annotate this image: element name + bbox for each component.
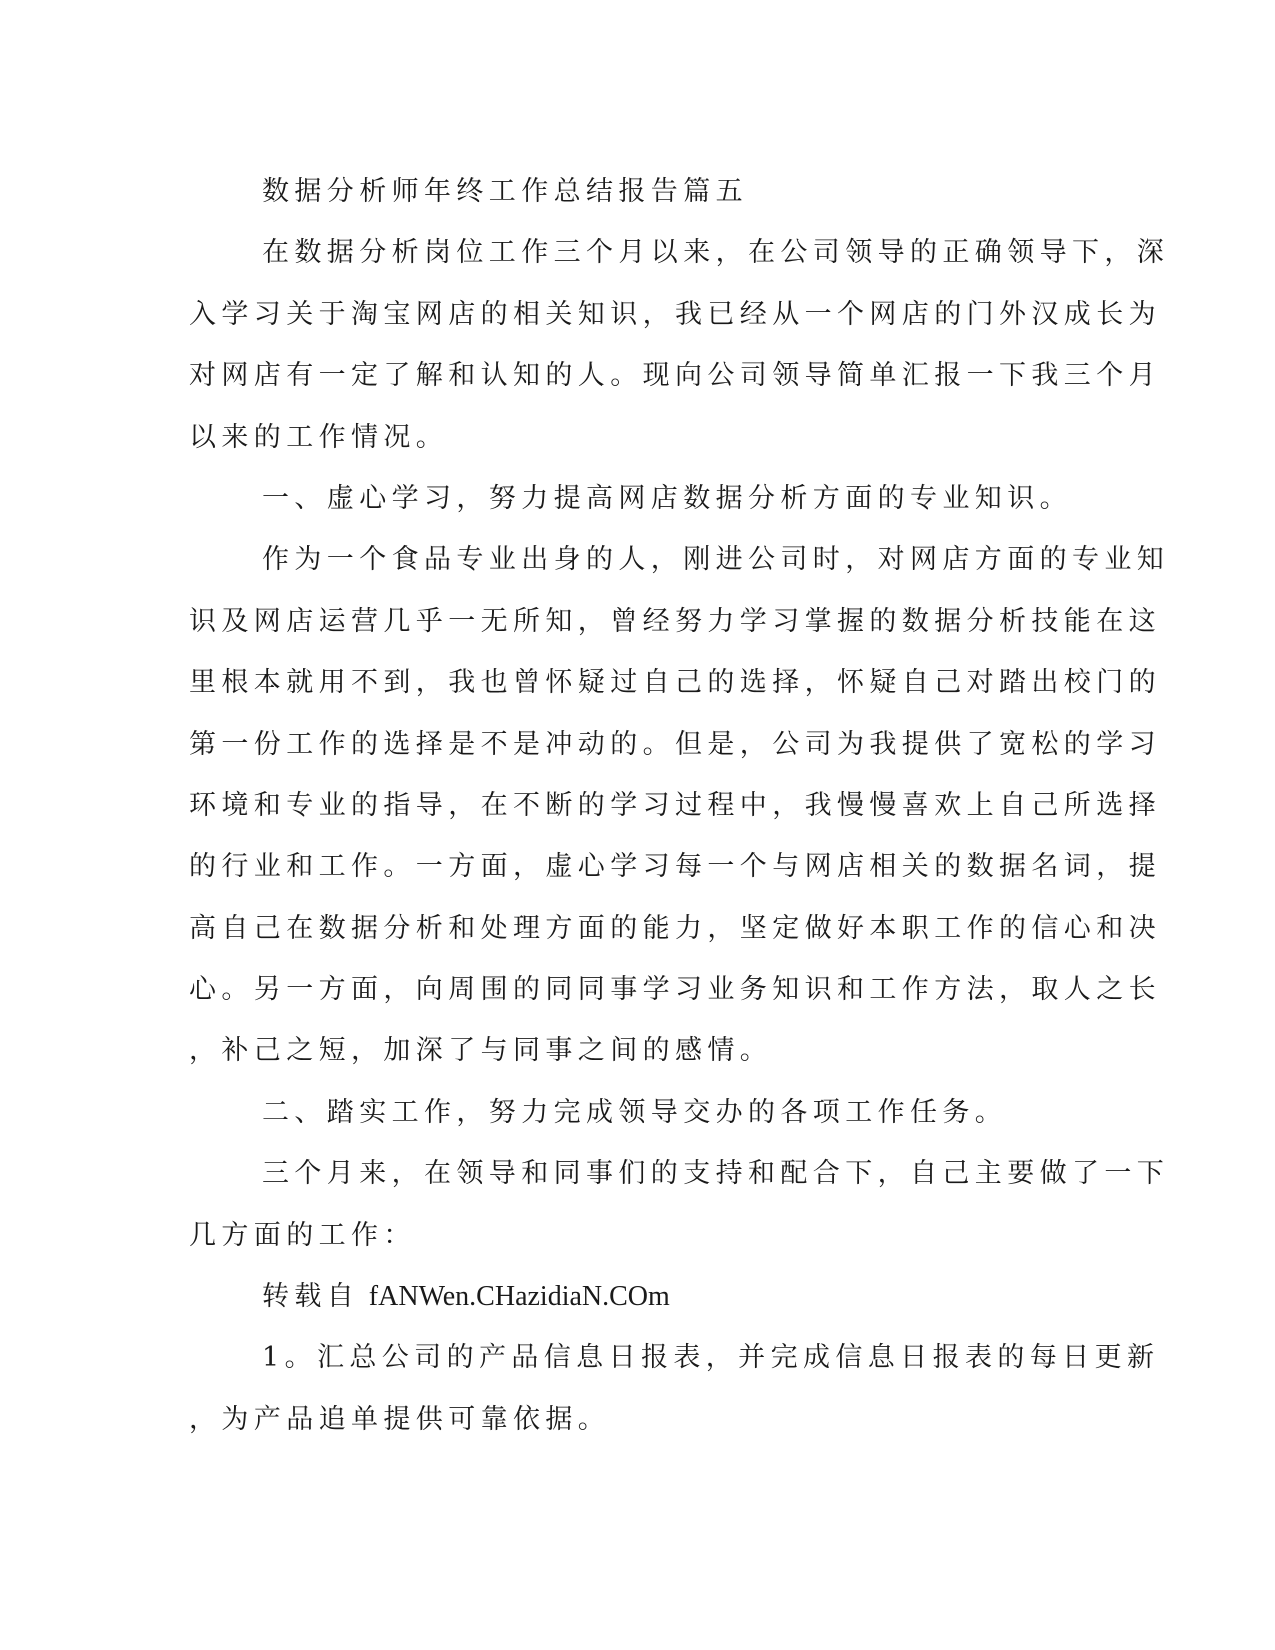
source-line — [189, 1266, 1087, 1327]
paragraph-line: 作为一个食品专业出身的人，刚进公司时，对网店方面的专业知 — [262, 544, 1170, 576]
paragraph-line: 高自己在数据分析和处理方面的能力，坚定做好本职工作的信心和决 — [189, 912, 1161, 944]
paragraph-line: ，为产品追单提供可靠依据。 — [189, 1403, 611, 1435]
paragraph-line: 以来的工作情况。 — [189, 421, 449, 453]
paragraph-line: 环境和专业的指导，在不断的学习过程中，我慢慢喜欢上自己所选择 — [189, 789, 1161, 821]
paragraph-line: 里根本就用不到，我也曾怀疑过自己的选择，怀疑自己对踏出校门的 — [189, 667, 1161, 699]
paragraph-line: 1。汇总公司的产品信息日报表，并完成信息日报表的每日更新 — [262, 1342, 1160, 1374]
section-heading: 二、踏实工作，努力完成领导交办的各项工作任务。 — [262, 1096, 1008, 1128]
paragraph-line: 第一份工作的选择是不是冲动的。但是，公司为我提供了宽松的学习 — [189, 728, 1161, 760]
source-label: 转载自 — [262, 1281, 360, 1313]
section-heading: 一、虚心学习，努力提高网店数据分析方面的专业知识。 — [262, 482, 1072, 514]
paragraph-line: ，补己之短，加深了与同事之间的感情。 — [189, 1035, 773, 1067]
paragraph-line: 几方面的工作： — [189, 1219, 416, 1251]
paragraph-line: 的行业和工作。一方面，虚心学习每一个与网店相关的数据名词，提 — [189, 851, 1161, 883]
paragraph-line: 三个月来，在领导和同事们的支持和配合下，自己主要做了一下 — [262, 1158, 1170, 1190]
paragraph-line: 对网店有一定了解和认知的人。现向公司领导简单汇报一下我三个月 — [189, 360, 1161, 392]
paragraph-line: 识及网店运营几乎一无所知，曾经努力学习掌握的数据分析技能在这 — [189, 605, 1161, 637]
paragraph-line: 在数据分析岗位工作三个月以来，在公司领导的正确领导下，深 — [262, 237, 1170, 269]
source-url: fANWen.CHazidiaN.COm — [368, 1281, 670, 1313]
paragraph-line: 心。另一方面，向周围的同同事学习业务知识和工作方法，取人之长 — [189, 974, 1161, 1006]
document-title: 数据分析师年终工作总结报告篇五 — [262, 176, 748, 207]
document-body — [189, 161, 1170, 1450]
paragraph-line: 入学习关于淘宝网店的相关知识，我已经从一个网店的门外汉成长为 — [189, 298, 1161, 330]
